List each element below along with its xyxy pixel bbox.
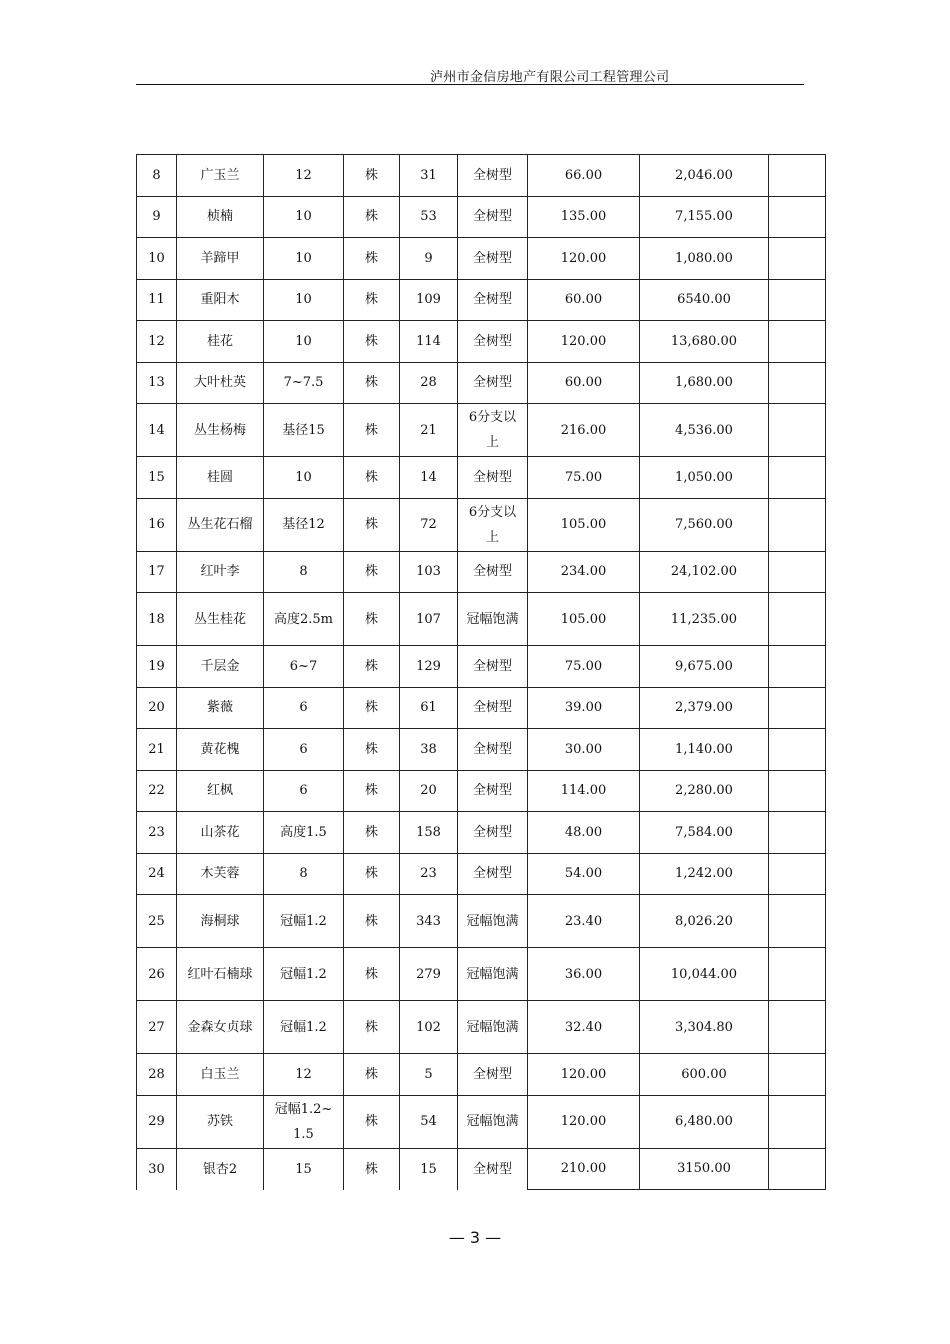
unit-price-cell: 120.00 — [528, 1095, 640, 1148]
form-cell: 全树型 — [458, 687, 528, 729]
row-number-cell: 12 — [137, 321, 177, 363]
amount-cell: 6,480.00 — [640, 1095, 769, 1148]
note-cell — [769, 770, 826, 812]
quantity-cell: 109 — [400, 279, 458, 321]
spec-cell: 高度1.5 — [264, 812, 344, 854]
row-number-cell: 14 — [137, 404, 177, 457]
note-cell — [769, 404, 826, 457]
unit-price-cell: 75.00 — [528, 457, 640, 499]
plant-name-cell: 海桐球 — [177, 895, 264, 948]
quantity-cell: 72 — [400, 498, 458, 551]
row-number-cell: 28 — [137, 1054, 177, 1096]
unit-cell: 株 — [344, 729, 400, 771]
amount-cell: 2,379.00 — [640, 687, 769, 729]
page-header-company: 泸州市金信房地产有限公司工程管理公司 — [430, 70, 670, 85]
unit-cell: 株 — [344, 155, 400, 197]
plant-name-cell: 红叶石楠球 — [177, 948, 264, 1001]
form-cell: 全树型 — [458, 1054, 528, 1096]
quantity-cell: 53 — [400, 196, 458, 238]
spec-cell: 6 — [264, 729, 344, 771]
quantity-cell: 102 — [400, 1001, 458, 1054]
note-cell — [769, 729, 826, 771]
unit-cell: 株 — [344, 1001, 400, 1054]
unit-price-cell: 75.00 — [528, 646, 640, 688]
quantity-cell: 61 — [400, 687, 458, 729]
quantity-cell: 28 — [400, 362, 458, 404]
row-number-cell: 10 — [137, 238, 177, 280]
form-cell: 全树型 — [458, 238, 528, 280]
unit-cell: 株 — [344, 321, 400, 363]
table-row — [137, 1001, 826, 1054]
row-number-cell: 13 — [137, 362, 177, 404]
quantity-cell: 343 — [400, 895, 458, 948]
note-cell — [769, 362, 826, 404]
note-cell — [769, 498, 826, 551]
spec-cell: 12 — [264, 1054, 344, 1096]
page-number: — 3 — — [448, 1228, 502, 1247]
note-cell — [769, 812, 826, 854]
unit-price-cell: 36.00 — [528, 948, 640, 1001]
quantity-cell: 107 — [400, 593, 458, 646]
row-number-cell: 11 — [137, 279, 177, 321]
amount-cell: 7,560.00 — [640, 498, 769, 551]
table-row — [137, 729, 826, 771]
spec-cell: 10 — [264, 457, 344, 499]
quantity-cell: 38 — [400, 729, 458, 771]
quantity-cell: 279 — [400, 948, 458, 1001]
note-cell — [769, 1001, 826, 1054]
row-number-cell: 20 — [137, 687, 177, 729]
table-row — [137, 687, 826, 729]
plant-name-cell: 紫薇 — [177, 687, 264, 729]
unit-price-cell: 66.00 — [528, 155, 640, 197]
spec-cell: 10 — [264, 238, 344, 280]
plant-name-cell: 大叶杜英 — [177, 362, 264, 404]
form-cell: 冠幅饱满 — [458, 948, 528, 1001]
quantity-cell: 54 — [400, 1095, 458, 1148]
note-cell — [769, 279, 826, 321]
form-cell: 全树型 — [458, 321, 528, 363]
note-cell — [769, 457, 826, 499]
unit-cell: 株 — [344, 551, 400, 593]
row-number-cell: 24 — [137, 853, 177, 895]
spec-cell: 基径15 — [264, 404, 344, 457]
spec-cell: 6~7 — [264, 646, 344, 688]
form-cell: 冠幅饱满 — [458, 1001, 528, 1054]
unit-cell: 株 — [344, 895, 400, 948]
form-cell: 全树型 — [458, 770, 528, 812]
form-cell: 全树型 — [458, 196, 528, 238]
table-row — [137, 196, 826, 238]
row-number-cell: 22 — [137, 770, 177, 812]
unit-cell: 株 — [344, 1095, 400, 1148]
plant-name-cell: 桢楠 — [177, 196, 264, 238]
spec-cell: 冠幅1.2~1.5 — [264, 1095, 344, 1148]
unit-cell: 株 — [344, 593, 400, 646]
row-number-cell: 17 — [137, 551, 177, 593]
unit-price-cell: 23.40 — [528, 895, 640, 948]
unit-cell: 株 — [344, 238, 400, 280]
form-cell: 全树型 — [458, 812, 528, 854]
plant-name-cell: 重阳木 — [177, 279, 264, 321]
table-row — [137, 770, 826, 812]
quantity-cell: 5 — [400, 1054, 458, 1096]
form-cell: 6分支以上 — [458, 498, 528, 551]
unit-cell: 株 — [344, 687, 400, 729]
plant-name-cell: 白玉兰 — [177, 1054, 264, 1096]
row-number-cell: 8 — [137, 155, 177, 197]
row-number-cell: 30 — [137, 1148, 177, 1190]
form-cell: 全树型 — [458, 155, 528, 197]
note-cell — [769, 948, 826, 1001]
note-cell — [769, 321, 826, 363]
unit-price-cell: 120.00 — [528, 321, 640, 363]
quantity-cell: 20 — [400, 770, 458, 812]
unit-cell: 株 — [344, 362, 400, 404]
plant-name-cell: 桂花 — [177, 321, 264, 363]
table-row — [137, 498, 826, 551]
unit-price-cell: 216.00 — [528, 404, 640, 457]
table-row — [137, 155, 826, 197]
unit-cell: 株 — [344, 948, 400, 1001]
note-cell — [769, 1054, 826, 1096]
plant-name-cell: 金森女贞球 — [177, 1001, 264, 1054]
amount-cell: 3150.00 — [640, 1148, 769, 1190]
amount-cell: 2,046.00 — [640, 155, 769, 197]
amount-cell: 24,102.00 — [640, 551, 769, 593]
spec-cell: 8 — [264, 551, 344, 593]
quantity-cell: 103 — [400, 551, 458, 593]
header-divider — [136, 84, 804, 85]
quantity-cell: 14 — [400, 457, 458, 499]
table-row — [137, 362, 826, 404]
plant-name-cell: 广玉兰 — [177, 155, 264, 197]
table-row — [137, 1054, 826, 1096]
quantity-cell: 129 — [400, 646, 458, 688]
unit-cell: 株 — [344, 770, 400, 812]
unit-price-cell: 32.40 — [528, 1001, 640, 1054]
spec-cell: 10 — [264, 196, 344, 238]
spec-cell: 7~7.5 — [264, 362, 344, 404]
plant-name-cell: 丛生花石榴 — [177, 498, 264, 551]
spec-cell: 冠幅1.2 — [264, 948, 344, 1001]
spec-cell: 15 — [264, 1148, 344, 1190]
plant-name-cell: 桂圆 — [177, 457, 264, 499]
plant-list-table — [136, 154, 826, 1190]
note-cell — [769, 853, 826, 895]
unit-cell: 株 — [344, 498, 400, 551]
amount-cell: 10,044.00 — [640, 948, 769, 1001]
row-number-cell: 9 — [137, 196, 177, 238]
unit-price-cell: 210.00 — [528, 1148, 640, 1190]
unit-cell: 株 — [344, 404, 400, 457]
note-cell — [769, 1095, 826, 1148]
note-cell — [769, 895, 826, 948]
unit-cell: 株 — [344, 646, 400, 688]
quantity-cell: 158 — [400, 812, 458, 854]
spec-cell: 6 — [264, 770, 344, 812]
row-number-cell: 19 — [137, 646, 177, 688]
unit-price-cell: 234.00 — [528, 551, 640, 593]
amount-cell: 3,304.80 — [640, 1001, 769, 1054]
unit-price-cell: 39.00 — [528, 687, 640, 729]
plant-name-cell: 红枫 — [177, 770, 264, 812]
form-cell: 全树型 — [458, 457, 528, 499]
plant-name-cell: 羊蹄甲 — [177, 238, 264, 280]
amount-cell: 7,155.00 — [640, 196, 769, 238]
amount-cell: 1,680.00 — [640, 362, 769, 404]
unit-price-cell: 120.00 — [528, 238, 640, 280]
plant-name-cell: 黄花槐 — [177, 729, 264, 771]
note-cell — [769, 593, 826, 646]
amount-cell: 8,026.20 — [640, 895, 769, 948]
table-row — [137, 895, 826, 948]
amount-cell: 600.00 — [640, 1054, 769, 1096]
unit-price-cell: 120.00 — [528, 1054, 640, 1096]
form-cell: 6分支以上 — [458, 404, 528, 457]
table-row — [137, 279, 826, 321]
form-cell: 全树型 — [458, 279, 528, 321]
table-row — [137, 853, 826, 895]
plant-name-cell: 丛生桂花 — [177, 593, 264, 646]
amount-cell: 1,080.00 — [640, 238, 769, 280]
spec-cell: 基径12 — [264, 498, 344, 551]
table-row — [137, 948, 826, 1001]
form-cell: 全树型 — [458, 362, 528, 404]
amount-cell: 1,050.00 — [640, 457, 769, 499]
plant-name-cell: 山茶花 — [177, 812, 264, 854]
amount-cell: 13,680.00 — [640, 321, 769, 363]
table-row — [137, 457, 826, 499]
form-cell: 冠幅饱满 — [458, 593, 528, 646]
amount-cell: 7,584.00 — [640, 812, 769, 854]
unit-price-cell: 60.00 — [528, 279, 640, 321]
amount-cell: 1,140.00 — [640, 729, 769, 771]
unit-price-cell: 105.00 — [528, 498, 640, 551]
unit-cell: 株 — [344, 457, 400, 499]
note-cell — [769, 551, 826, 593]
form-cell: 冠幅饱满 — [458, 895, 528, 948]
unit-cell: 株 — [344, 1054, 400, 1096]
plant-name-cell: 千层金 — [177, 646, 264, 688]
unit-cell: 株 — [344, 812, 400, 854]
row-number-cell: 15 — [137, 457, 177, 499]
unit-price-cell: 60.00 — [528, 362, 640, 404]
quantity-cell: 21 — [400, 404, 458, 457]
unit-price-cell: 54.00 — [528, 853, 640, 895]
spec-cell: 冠幅1.2 — [264, 1001, 344, 1054]
unit-price-cell: 135.00 — [528, 196, 640, 238]
quantity-cell: 9 — [400, 238, 458, 280]
amount-cell: 4,536.00 — [640, 404, 769, 457]
row-number-cell: 16 — [137, 498, 177, 551]
spec-cell: 6 — [264, 687, 344, 729]
row-number-cell: 29 — [137, 1095, 177, 1148]
note-cell — [769, 1148, 826, 1190]
table-row — [137, 404, 826, 457]
table-row — [137, 812, 826, 854]
form-cell: 全树型 — [458, 853, 528, 895]
table-row — [137, 1148, 826, 1190]
note-cell — [769, 196, 826, 238]
form-cell: 冠幅饱满 — [458, 1095, 528, 1148]
row-number-cell: 21 — [137, 729, 177, 771]
amount-cell: 6540.00 — [640, 279, 769, 321]
unit-price-cell: 48.00 — [528, 812, 640, 854]
amount-cell: 11,235.00 — [640, 593, 769, 646]
quantity-cell: 15 — [400, 1148, 458, 1190]
unit-cell: 株 — [344, 279, 400, 321]
plant-name-cell: 苏铁 — [177, 1095, 264, 1148]
row-number-cell: 23 — [137, 812, 177, 854]
table-row — [137, 646, 826, 688]
plant-name-cell: 木芙蓉 — [177, 853, 264, 895]
row-number-cell: 25 — [137, 895, 177, 948]
amount-cell: 1,242.00 — [640, 853, 769, 895]
row-number-cell: 27 — [137, 1001, 177, 1054]
unit-cell: 株 — [344, 853, 400, 895]
quantity-cell: 23 — [400, 853, 458, 895]
table-row — [137, 593, 826, 646]
spec-cell: 10 — [264, 321, 344, 363]
plant-name-cell: 红叶李 — [177, 551, 264, 593]
spec-cell: 冠幅1.2 — [264, 895, 344, 948]
form-cell: 全树型 — [458, 551, 528, 593]
unit-cell: 株 — [344, 196, 400, 238]
note-cell — [769, 238, 826, 280]
unit-price-cell: 105.00 — [528, 593, 640, 646]
spec-cell: 高度2.5m — [264, 593, 344, 646]
quantity-cell: 31 — [400, 155, 458, 197]
plant-name-cell: 银杏2 — [177, 1148, 264, 1190]
table-row — [137, 551, 826, 593]
spec-cell: 10 — [264, 279, 344, 321]
note-cell — [769, 646, 826, 688]
plant-name-cell: 丛生杨梅 — [177, 404, 264, 457]
table-row — [137, 321, 826, 363]
table-row — [137, 1095, 826, 1148]
amount-cell: 9,675.00 — [640, 646, 769, 688]
note-cell — [769, 155, 826, 197]
row-number-cell: 18 — [137, 593, 177, 646]
spec-cell: 12 — [264, 155, 344, 197]
unit-price-cell: 30.00 — [528, 729, 640, 771]
note-cell — [769, 687, 826, 729]
spec-cell: 8 — [264, 853, 344, 895]
amount-cell: 2,280.00 — [640, 770, 769, 812]
form-cell: 全树型 — [458, 1148, 528, 1190]
quantity-cell: 114 — [400, 321, 458, 363]
form-cell: 全树型 — [458, 646, 528, 688]
row-number-cell: 26 — [137, 948, 177, 1001]
unit-price-cell: 114.00 — [528, 770, 640, 812]
unit-cell: 株 — [344, 1148, 400, 1190]
form-cell: 全树型 — [458, 729, 528, 771]
table-row — [137, 238, 826, 280]
